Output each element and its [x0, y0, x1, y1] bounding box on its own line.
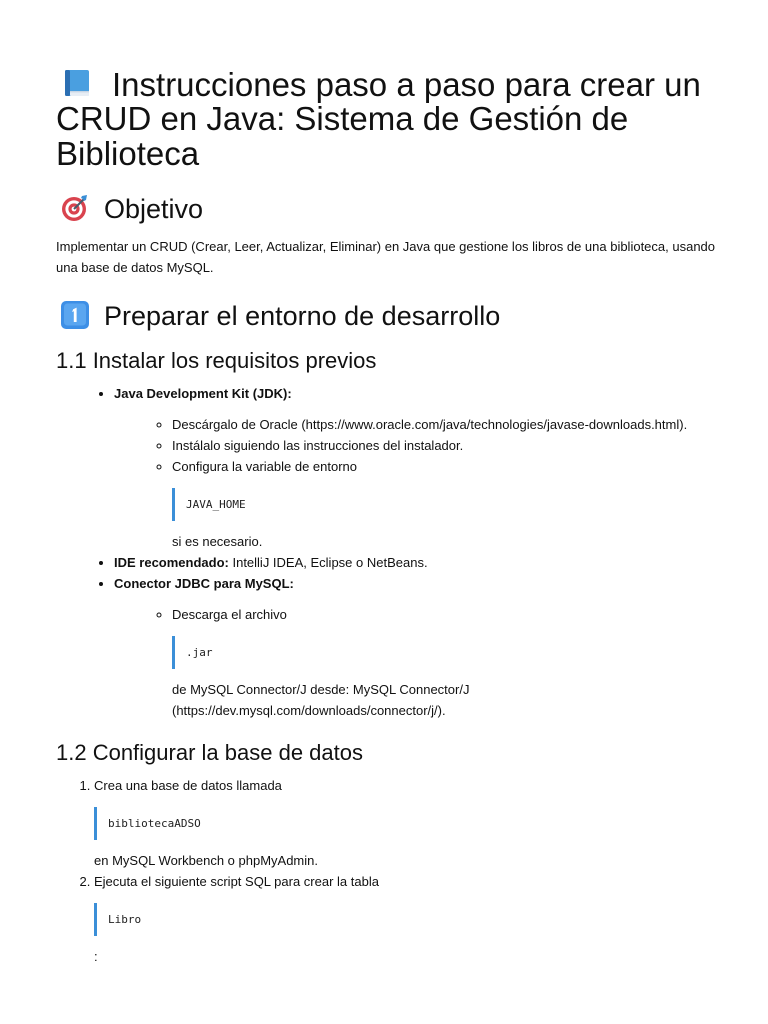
step2-after-text: :	[94, 949, 98, 965]
step1-after-text: en MySQL Workbench o phpMyAdmin.	[94, 853, 318, 869]
code-block-jar: .jar	[172, 636, 736, 669]
config-text: Configura la variable de entorno	[172, 458, 358, 474]
list-item-ide	[114, 552, 736, 573]
heading-configurar-bd: 1.2 Configurar la base de datos	[56, 739, 363, 765]
list-item-download	[172, 604, 736, 721]
blue-book-icon	[62, 68, 92, 98]
download-text: Descarga el archivo	[172, 606, 287, 622]
jdk-sublist	[114, 414, 736, 552]
bd-steps-list	[56, 775, 736, 967]
heading-preparar-entorno-text: Preparar el entorno de desarrollo	[104, 300, 501, 331]
document-page	[56, 68, 736, 967]
direct-hit-target-icon	[60, 193, 90, 223]
heading-preparar-entorno	[56, 302, 736, 333]
heading-objetivo	[56, 195, 736, 226]
jdbc-label: Conector JDBC para MySQL:	[114, 575, 294, 591]
list-item-config	[172, 456, 736, 552]
list-item: ◦ Instálalo siguiendo las instrucciones del instalador.	[172, 435, 736, 456]
jdbc-sublist	[114, 604, 736, 721]
code-block-biblioteca: bibliotecaADSO	[94, 807, 736, 840]
step2-text: Ejecuta el siguiente script SQL para crear la tabla	[94, 874, 379, 890]
list-item-jdbc	[114, 573, 736, 721]
list-item: ◦ Descárgalo de Oracle (https://www.oracle.com/java/technologies/javase-downloads.html).	[172, 414, 736, 435]
step-item-2	[94, 871, 736, 967]
code-block-libro: Libro	[94, 903, 736, 936]
download-after-text: de MySQL Connector/J desde: MySQL Connector/J (https://dev.mysql.com/downloads/connector/j/).	[172, 681, 470, 718]
keycap-one-icon	[60, 300, 90, 330]
requisitos-list	[56, 383, 736, 721]
jdk-label: Java Development Kit (JDK):	[114, 385, 292, 401]
page-title	[56, 68, 736, 171]
config-after-text: si es necesario.	[172, 533, 263, 549]
heading-objetivo-text: Objetivo	[104, 193, 204, 224]
step-item-1	[94, 775, 736, 871]
ide-label: IDE recomendado:	[114, 554, 229, 570]
step1-text: Crea una base de datos llamada	[94, 778, 282, 794]
list-item-jdk	[114, 383, 736, 552]
heading-instalar-requisitos: 1.1 Instalar los requisitos previos	[56, 347, 377, 373]
code-block-java-home: JAVA_HOME	[172, 488, 736, 521]
ide-text: IntelliJ IDEA, Eclipse o NetBeans.	[228, 554, 428, 570]
page-title-text: Instrucciones paso a paso para crear un CRUD en Java: Sistema de Gestión de Biblioteca	[56, 66, 701, 172]
objetivo-text: Implementar un CRUD (Crear, Leer, Actualizar, Eliminar) en Java que gestione los libros de una biblioteca, usando una base de datos MySQL.	[56, 238, 716, 275]
